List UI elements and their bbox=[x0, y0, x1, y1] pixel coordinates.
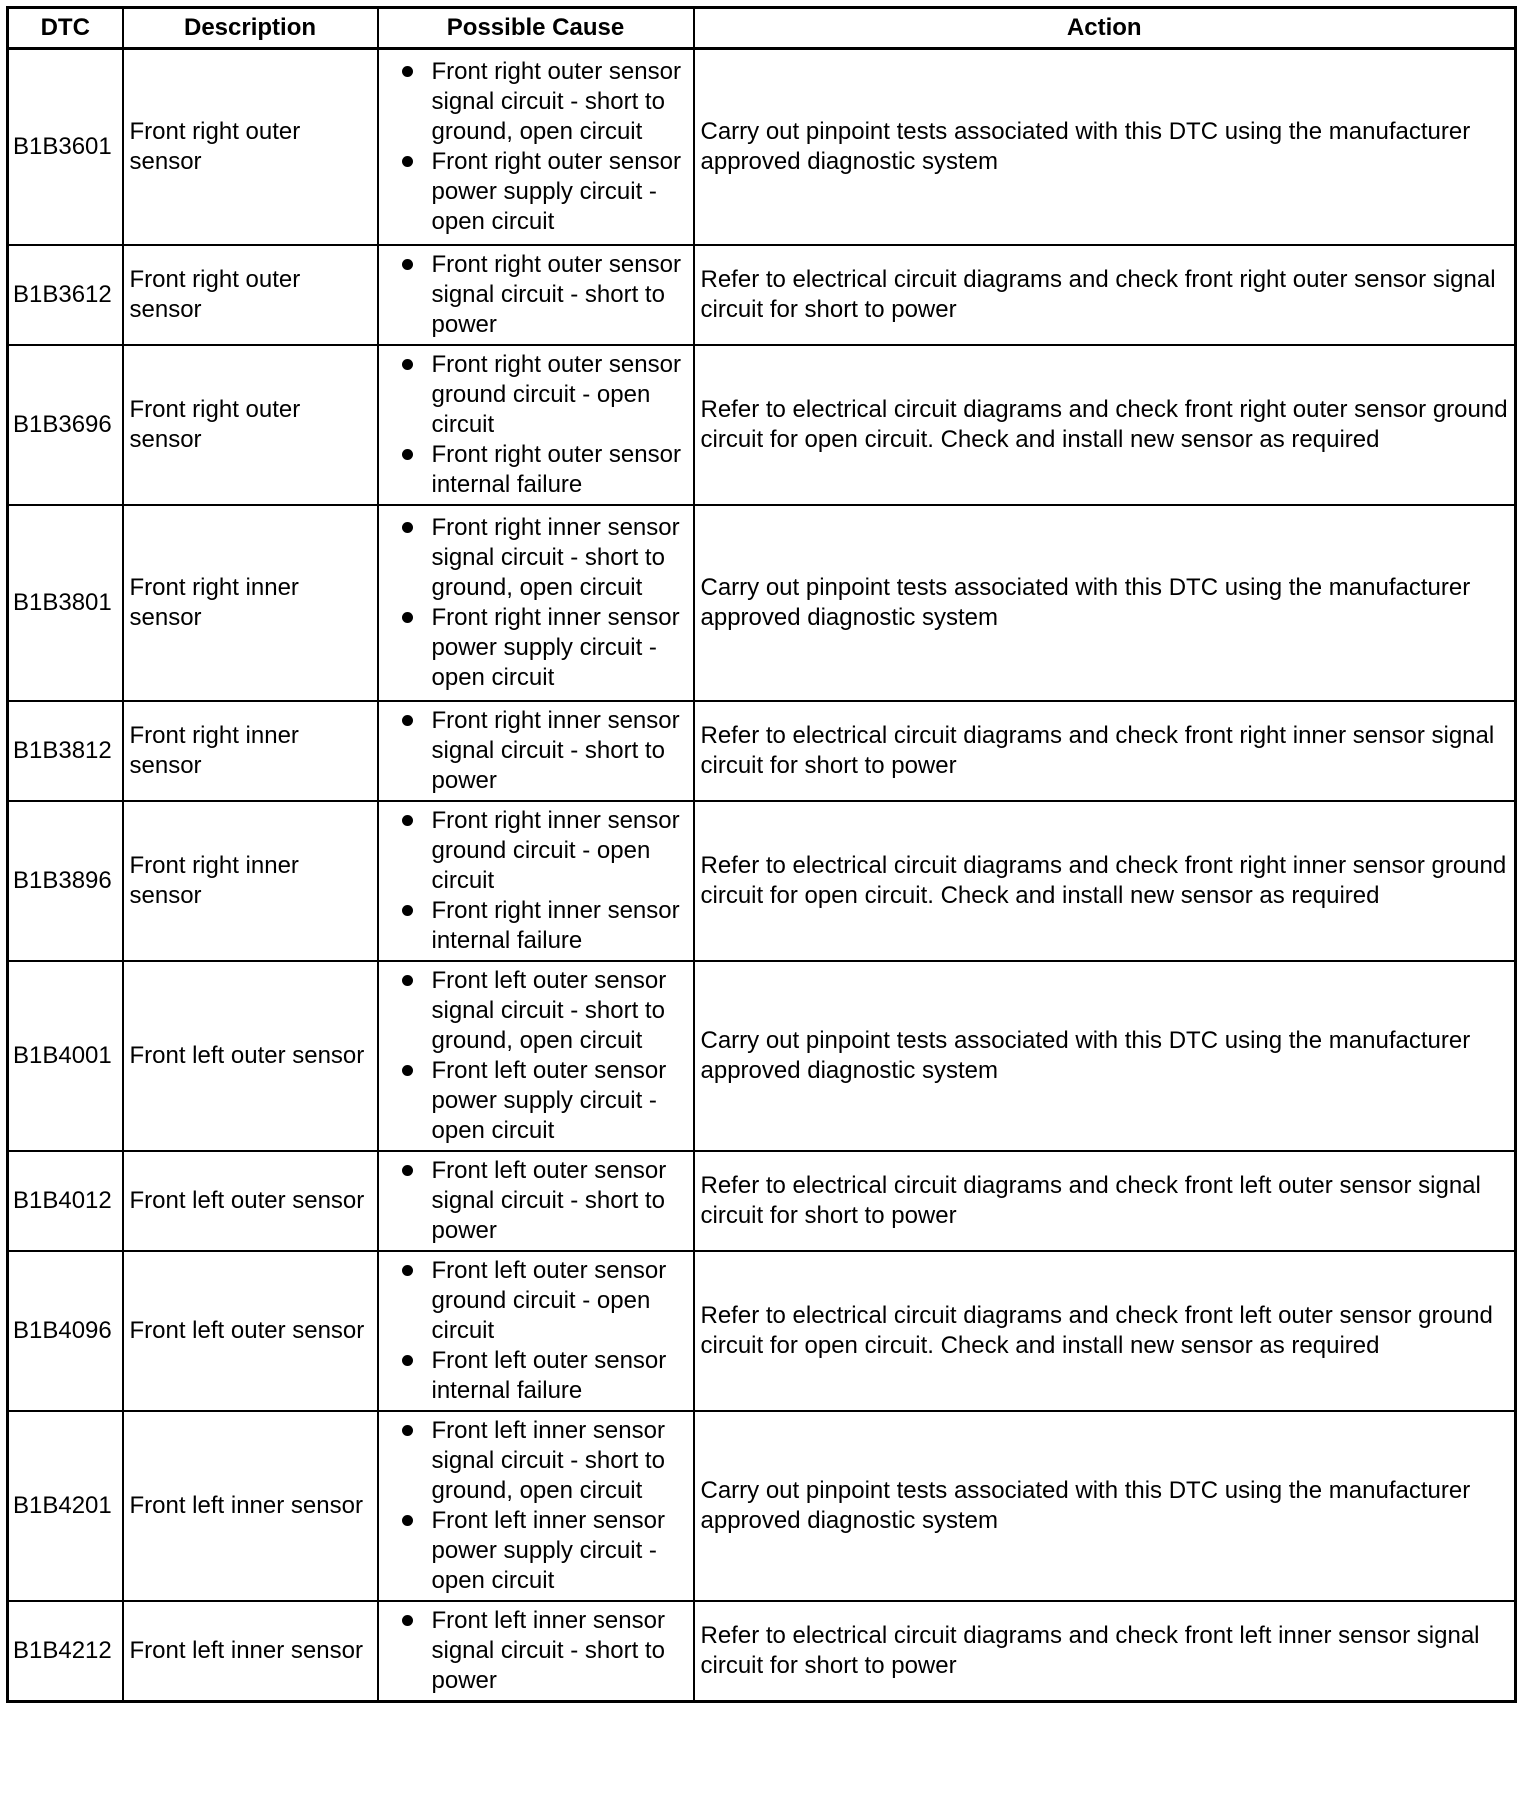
dtc-code-cell: B1B4001 bbox=[8, 961, 123, 1151]
action-cell: Carry out pinpoint tests associated with this DTC using the manufacturer approved diagnostic system bbox=[694, 505, 1516, 701]
dtc-code-cell: B1B3696 bbox=[8, 345, 123, 505]
dtc-code-cell: B1B3801 bbox=[8, 505, 123, 701]
cause-list bbox=[399, 966, 685, 1146]
header-dtc: DTC bbox=[8, 8, 123, 49]
possible-cause-cell bbox=[378, 961, 694, 1151]
description-cell: Front left inner sensor bbox=[123, 1601, 378, 1702]
action-cell: Refer to electrical circuit diagrams and check front right outer sensor signal circuit for short to power bbox=[694, 245, 1516, 345]
possible-cause-cell bbox=[378, 505, 694, 701]
cause-item: Front left outer sensor ground circuit - open circuit bbox=[399, 1256, 685, 1346]
table-row bbox=[8, 245, 1516, 345]
description-cell: Front left inner sensor bbox=[123, 1411, 378, 1601]
possible-cause-cell bbox=[378, 49, 694, 245]
table-row bbox=[8, 1601, 1516, 1702]
description-cell: Front left outer sensor bbox=[123, 1151, 378, 1251]
description-cell: Front right inner sensor bbox=[123, 505, 378, 701]
table-row bbox=[8, 1411, 1516, 1601]
cause-item: Front right inner sensor signal circuit - short to ground, open circuit bbox=[399, 513, 685, 603]
description-cell: Front right outer sensor bbox=[123, 49, 378, 245]
table-row bbox=[8, 345, 1516, 505]
table-header-row bbox=[8, 8, 1516, 49]
possible-cause-cell bbox=[378, 1601, 694, 1702]
cause-list bbox=[399, 706, 685, 796]
dtc-code-cell: B1B4201 bbox=[8, 1411, 123, 1601]
cause-list bbox=[399, 1256, 685, 1406]
action-cell: Carry out pinpoint tests associated with this DTC using the manufacturer approved diagnostic system bbox=[694, 961, 1516, 1151]
description-cell: Front left outer sensor bbox=[123, 1251, 378, 1411]
dtc-code-cell: B1B4012 bbox=[8, 1151, 123, 1251]
cause-item: Front right outer sensor signal circuit - short to ground, open circuit bbox=[399, 57, 685, 147]
cause-list bbox=[399, 1416, 685, 1596]
table-row bbox=[8, 801, 1516, 961]
cause-item: Front right inner sensor internal failure bbox=[399, 896, 685, 956]
possible-cause-cell bbox=[378, 801, 694, 961]
cause-item: Front right outer sensor signal circuit - short to power bbox=[399, 250, 685, 340]
cause-item: Front left outer sensor internal failure bbox=[399, 1346, 685, 1406]
header-action: Action bbox=[694, 8, 1516, 49]
dtc-table bbox=[6, 6, 1517, 1703]
header-description: Description bbox=[123, 8, 378, 49]
cause-item: Front left inner sensor signal circuit - short to ground, open circuit bbox=[399, 1416, 685, 1506]
possible-cause-cell bbox=[378, 1251, 694, 1411]
cause-list bbox=[399, 513, 685, 693]
cause-item: Front left outer sensor signal circuit - short to ground, open circuit bbox=[399, 966, 685, 1056]
cause-item: Front right outer sensor ground circuit - open circuit bbox=[399, 350, 685, 440]
table-row bbox=[8, 1151, 1516, 1251]
action-cell: Carry out pinpoint tests associated with this DTC using the manufacturer approved diagnostic system bbox=[694, 1411, 1516, 1601]
description-cell: Front left outer sensor bbox=[123, 961, 378, 1151]
dtc-code-cell: B1B3601 bbox=[8, 49, 123, 245]
description-cell: Front right inner sensor bbox=[123, 801, 378, 961]
table-row bbox=[8, 49, 1516, 245]
cause-list bbox=[399, 1156, 685, 1246]
possible-cause-cell bbox=[378, 1151, 694, 1251]
description-cell: Front right inner sensor bbox=[123, 701, 378, 801]
cause-list bbox=[399, 350, 685, 500]
possible-cause-cell bbox=[378, 245, 694, 345]
action-cell: Refer to electrical circuit diagrams and check front right inner sensor ground circuit for open circuit. Check and install new sensor as required bbox=[694, 801, 1516, 961]
cause-list bbox=[399, 250, 685, 340]
table-row bbox=[8, 701, 1516, 801]
cause-item: Front right outer sensor internal failure bbox=[399, 440, 685, 500]
cause-item: Front left inner sensor power supply circuit - open circuit bbox=[399, 1506, 685, 1596]
possible-cause-cell bbox=[378, 1411, 694, 1601]
possible-cause-cell bbox=[378, 701, 694, 801]
dtc-code-cell: B1B3812 bbox=[8, 701, 123, 801]
action-cell: Refer to electrical circuit diagrams and check front right inner sensor signal circuit for short to power bbox=[694, 701, 1516, 801]
dtc-code-cell: B1B3612 bbox=[8, 245, 123, 345]
cause-list bbox=[399, 806, 685, 956]
cause-item: Front right inner sensor ground circuit - open circuit bbox=[399, 806, 685, 896]
action-cell: Refer to electrical circuit diagrams and check front right outer sensor ground circuit for open circuit. Check and install new sensor as required bbox=[694, 345, 1516, 505]
dtc-code-cell: B1B4096 bbox=[8, 1251, 123, 1411]
action-cell: Carry out pinpoint tests associated with this DTC using the manufacturer approved diagnostic system bbox=[694, 49, 1516, 245]
table-row bbox=[8, 1251, 1516, 1411]
action-cell: Refer to electrical circuit diagrams and check front left inner sensor signal circuit for short to power bbox=[694, 1601, 1516, 1702]
cause-item: Front right inner sensor power supply circuit - open circuit bbox=[399, 603, 685, 693]
cause-item: Front left outer sensor power supply circuit - open circuit bbox=[399, 1056, 685, 1146]
dtc-code-cell: B1B4212 bbox=[8, 1601, 123, 1702]
header-possible-cause: Possible Cause bbox=[378, 8, 694, 49]
cause-item: Front right inner sensor signal circuit - short to power bbox=[399, 706, 685, 796]
cause-item: Front left inner sensor signal circuit - short to power bbox=[399, 1606, 685, 1696]
description-cell: Front right outer sensor bbox=[123, 345, 378, 505]
table-row bbox=[8, 505, 1516, 701]
description-cell: Front right outer sensor bbox=[123, 245, 378, 345]
dtc-code-cell: B1B3896 bbox=[8, 801, 123, 961]
possible-cause-cell bbox=[378, 345, 694, 505]
cause-list bbox=[399, 1606, 685, 1696]
cause-item: Front right outer sensor power supply circuit - open circuit bbox=[399, 147, 685, 237]
action-cell: Refer to electrical circuit diagrams and check front left outer sensor signal circuit for short to power bbox=[694, 1151, 1516, 1251]
action-cell: Refer to electrical circuit diagrams and check front left outer sensor ground circuit for open circuit. Check and install new sensor as required bbox=[694, 1251, 1516, 1411]
cause-item: Front left outer sensor signal circuit - short to power bbox=[399, 1156, 685, 1246]
table-row bbox=[8, 961, 1516, 1151]
cause-list bbox=[399, 57, 685, 237]
